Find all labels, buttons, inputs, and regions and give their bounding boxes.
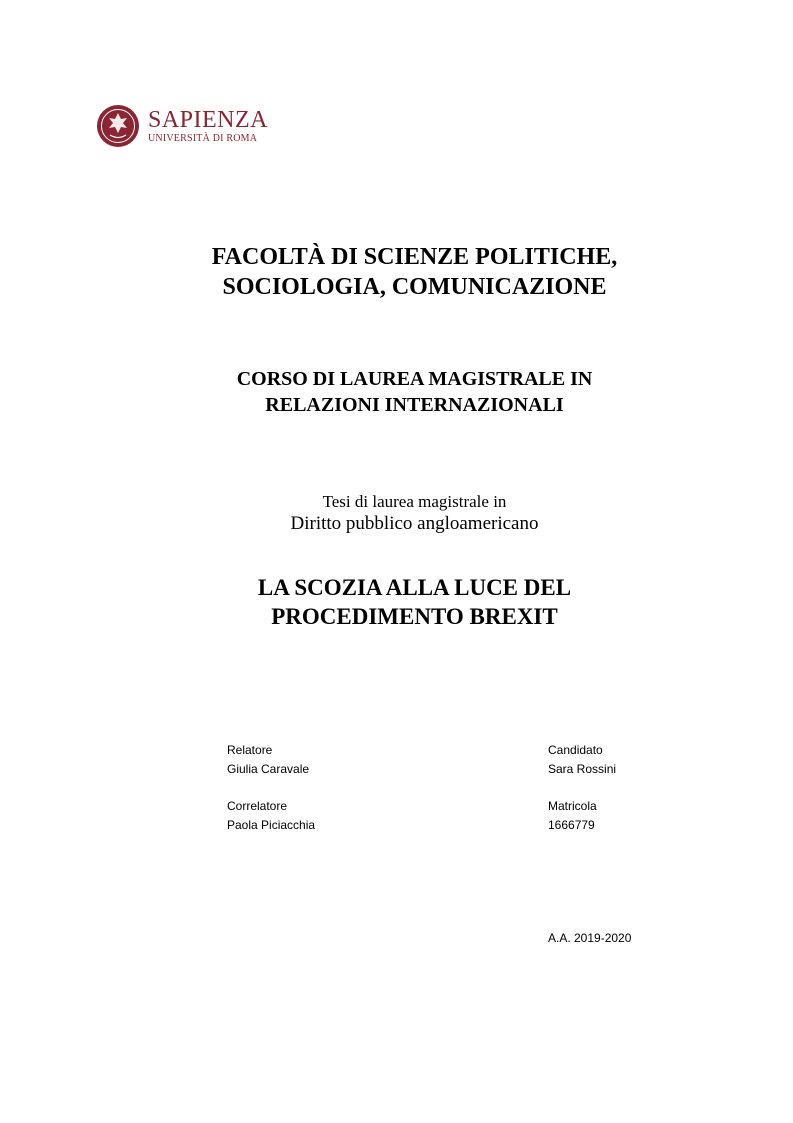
relatore-name: Giulia Caravale (227, 762, 310, 776)
university-subtitle: UNIVERSITÀ DI ROMA (148, 133, 258, 144)
university-logo (96, 104, 268, 148)
matricola-value: 1666779 (548, 818, 595, 832)
university-name: SAPIENZA (148, 107, 269, 133)
faculty-line-2: SOCIOLOGIA, COMUNICAZIONE (222, 274, 607, 300)
correlatore-name: Paola Piciacchia (227, 818, 316, 832)
faculty-line-1: FACOLTÀ DI SCIENZE POLITICHE, (211, 244, 618, 270)
relatore-label: Relatore (227, 743, 273, 757)
faculty-heading (18, 242, 793, 302)
course-line-1: CORSO DI LAUREA MAGISTRALE IN (236, 368, 593, 390)
academic-year: A.A. 2019-2020 (548, 931, 632, 945)
candidato-label: Candidato (548, 743, 603, 757)
course-heading (18, 366, 793, 418)
thesis-title-line-1: LA SCOZIA ALLA LUCE DEL (257, 575, 572, 600)
sapienza-seal-icon (96, 104, 140, 148)
thesis-title-line-2: PROCEDIMENTO BREXIT (271, 604, 558, 629)
thesis-title (18, 573, 793, 631)
thesis-subject: Diritto pubblico angloamericano (290, 513, 539, 534)
candidato-name: Sara Rossini (548, 762, 617, 776)
university-wordmark (148, 108, 268, 144)
thesis-label: Tesi di laurea magistrale in (322, 492, 507, 511)
course-line-2: RELAZIONI INTERNAZIONALI (265, 394, 564, 416)
correlatore-label: Correlatore (227, 799, 288, 813)
matricola-label: Matricola (548, 799, 597, 813)
